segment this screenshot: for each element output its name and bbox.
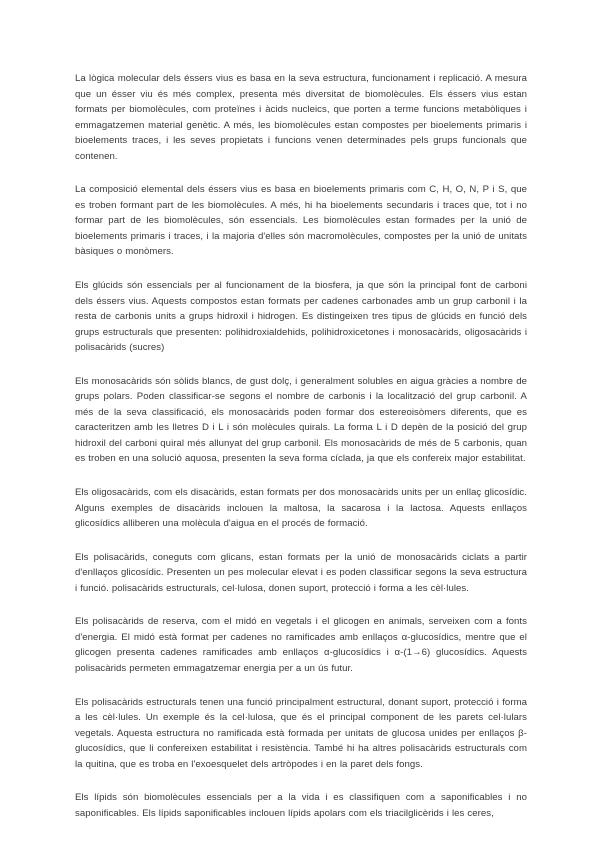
paragraph-reserve-polysaccharides: Els polisacàrids de reserva, com el midó en vegetals i el glicogen en animals, serveixen com a fonts d'energia. El midó està format per cadenes no ramificades amb enllaços α-glucosídics, mentre que el glicogen presenta cadenes ramificades amb enllaços α-glucosídics i α-(1→6) glucosídics. Aquests polisacàrids permeten emmagatzemar energia per a un ús futur. bbox=[75, 616, 527, 674]
paragraph-oligosaccharides: Els oligosacàrids, com els disacàrids, estan formats per dos monosacàrids units per un enllaç glicosídic. Alguns exemples de disacàrids inclouen la maltosa, la sacarosa i la lactosa. Aquests enllaços glicosídics alliberen una molècula d'aigua en el procés de formació. bbox=[75, 487, 527, 530]
paragraph-structural-polysaccharides: Els polisacàrids estructurals tenen una funció principalment estructural, donant suport, protecció i forma a les cèl·lules. Un exemple és la cel·lulosa, que és el principal component de les parets cel·lulars vegetals. Aquesta estructura no ramificada està formada per unitats de glucosa unides per enllaços β-glucosídics, que li confereixen estabilitat i resistència. També hi ha altres polisacàrids estructurals com la quitina, que es troba en l'exoesquelet dels artròpodes i en la paret dels fongs. bbox=[75, 696, 527, 770]
paragraph-molecular-logic: La lògica molecular dels éssers vius es basa en la seva estructura, funcionament i replicació. A mesura que un ésser viu és més complex, presenta més diversitat de biomolècules. Els éssers vius estan formats per biomolècules, com proteïnes i àcids nucleics, que porten a terme funcions metabòliques i emmagatzemen material genètic. A més, les biomolècules estan compostes per bioelements primaris i bioelements traces, i les seves propietats i funcions venen determinades pels grups funcionals que contenen. bbox=[75, 73, 527, 162]
paragraph-elemental-composition: La composició elemental dels éssers vius es basa en bioelements primaris com C, H, O, N, P i S, que es troben formant part de les biomolècules. A més, hi ha bioelements secundaris i traces que, tot i no formar part de les biomolècules, són essencials. Les biomolècules estan formades per la unió de bioelements primaris i traces, i la majoria d'elles són macromolècules, compostes per la unió de unitats bàsiques o monòmers. bbox=[75, 184, 527, 258]
paragraph-lipids: Els lípids són biomolècules essencials per a la vida i es classifiquen com a saponificables i no saponificables. Els lípids saponificables inclouen lípids apolars com els triacilglicèrids i les ceres, bbox=[75, 792, 527, 819]
paragraph-polysaccharides: Els polisacàrids, coneguts com glicans, estan formats per la unió de monosacàrids ciclats a partir d'enllaços glicosídic. Presenten un pes molecular elevat i es poden classificar segons la seva estructura i funció. polisacàrids estructurals, cel·lulosa, donen suport, protecció i forma a les cèl·lules. bbox=[75, 551, 527, 594]
paragraph-monosaccharides: Els monosacàrids són sòlids blancs, de gust dolç, i generalment solubles en aigua gràcies a nombre de grups polars. Poden classificar-se segons el nombre de carbonis i la localització del grup carbonil. A més de la seva classificació, els monosacàrids poden formar dos estereoisòmers diferents, que es caracteritzen amb les lletres D i L i són molècules quirals. La forma L i D depèn de la posició del grup hidroxil del carboni quiral més allunyat del grup carbonil. Els monosacàrids de més de 5 carbonis, quan es troben en una solució aquosa, presenten la seva forma cíclada, ja que els confereix major estabilitat. bbox=[75, 375, 527, 465]
paragraph-glucids: Els glúcids són essencials per al funcionament de la biosfera, ja que són la principal font de carboni dels éssers vius. Aquests compostos estan formats per cadenes carbonades amb un grup carbonil i la resta de carbonis units a grups hidroxil i hidrogen. Es distingeixen tres tipus de glúcids en funció dels grups estructurals que presenten: polihidroxialdehids, polihidroxicetones i monosacàrids, oligosacàrids i polisacàrids (sucres) bbox=[75, 280, 527, 354]
document-body bbox=[75, 71, 527, 839]
